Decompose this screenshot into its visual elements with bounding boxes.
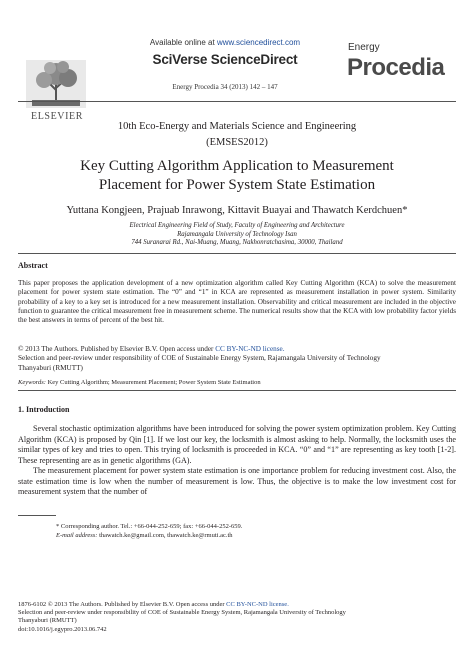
keywords-list: Key Cutting Algorithm; Measurement Placement; Power System State Estimation bbox=[45, 379, 261, 386]
affiliation-line-1: Electrical Engineering Field of Study, Faculty of Engineering and Architecture bbox=[129, 222, 345, 229]
conference-name: 10th Eco-Energy and Materials Science and Engineering bbox=[117, 121, 357, 132]
license-link[interactable]: CC BY-NC-ND license. bbox=[215, 345, 285, 353]
title-line-2: Placement for Power System State Estimation bbox=[98, 177, 376, 193]
journal-logo bbox=[344, 40, 448, 92]
email-addresses: thawatch.ke@gmail.com, thawatch.ke@rmuti.ac.th bbox=[97, 532, 233, 539]
peer-review-line-1: Selection and peer-review under responsibility of COE of Sustainable Energy System, Rajamangala University of Technology bbox=[18, 354, 381, 363]
title-line-1: Key Cutting Algorithm Application to Measurement bbox=[80, 158, 394, 174]
section-heading-introduction: 1. Introduction bbox=[18, 405, 70, 414]
peer-review-line-2: Thanyaburi (RMUTT) bbox=[18, 363, 83, 372]
footnote-rule bbox=[18, 515, 56, 516]
introduction-body bbox=[18, 424, 456, 498]
doi[interactable]: doi:10.1016/j.egypro.2013.06.742 bbox=[18, 625, 107, 633]
email-label: E-mail address: bbox=[56, 532, 98, 539]
journal-name-small: Energy bbox=[348, 42, 380, 53]
abstract-copyright bbox=[18, 345, 456, 373]
header-divider bbox=[18, 101, 456, 102]
elsevier-wordmark: ELSEVIER bbox=[30, 111, 84, 122]
bottom-review-line-2: Thanyaburi (RMUTT) bbox=[18, 617, 77, 625]
journal-name-large: Procedia bbox=[347, 54, 445, 81]
sciencedirect-link[interactable]: www.sciencedirect.com bbox=[216, 38, 301, 47]
keywords bbox=[18, 379, 456, 386]
copyright-text: © 2013 The Authors. Published by Elsevier B.V. Open access under bbox=[18, 345, 216, 353]
copyright-line bbox=[18, 345, 456, 354]
abstract-top-rule bbox=[18, 253, 456, 254]
footnote-email bbox=[56, 532, 456, 541]
author-list: Yuttana Kongjeen, Prajuab Inrawong, Kittavit Buayai and Thawatch Kerdchuen* bbox=[66, 205, 408, 216]
abstract-text: This paper proposes the application development of a new optimization algorithm called Key Cutting Algorithm (KCA) to solve the measurement placement for power system state estimation. The “0” and “1” in KCA are represented as measurement installation in power system. Similarity probability of a key to a key set is introduced for a new measurement installation. Observability and critical measurement are included in the objective function to guarantee the critical measurement free in measurement scheme. The numerical results show that the KCA with low probability factor yields the best answers in terms of percent of the best hit. bbox=[18, 279, 456, 325]
paragraph: Several stochastic optimization algorithms have been introduced for solving the power system optimization problem. Key Cutting Algorithm (KCA) is proposed by Qin [1]. If we lost our key, the locksmith is almost asking to help. Normally, the locksmith uses the similar types of key and tries to open. This trying of locksmith is proceeded in KCA. “0” and “1” are representing as key tooth [1-2]. These representing are as in genetic algorithms (GA). bbox=[18, 424, 456, 465]
affiliation-line-2: Rajamangala University of Technology Isan bbox=[177, 230, 297, 238]
available-online-text: Available online at bbox=[149, 38, 217, 47]
available-online-line bbox=[125, 38, 325, 47]
keywords-label: Keywords: bbox=[18, 379, 46, 386]
paragraph: The measurement placement for power system state estimation is one importance problem for reducing investment cost. Also, the state estimation time is low when the number of measurement is low. Thus, the objective is to make the low investment cost for measurement system that the number of bbox=[18, 466, 456, 496]
affiliation bbox=[0, 222, 474, 248]
bottom-review-line-1: Selection and peer-review under responsibility of COE of Sustainable Energy System, Rajamangala University of Technology bbox=[18, 609, 346, 617]
abstract-bottom-rule bbox=[18, 390, 456, 391]
bottom-license-link[interactable]: CC BY-NC-ND license. bbox=[226, 601, 289, 608]
elsevier-logo bbox=[12, 30, 84, 122]
paper-title bbox=[30, 157, 444, 195]
journal-citation: Energy Procedia 34 (2013) 142 – 147 bbox=[172, 83, 278, 91]
conference-acronym: (EMSES2012) bbox=[206, 137, 268, 148]
footnote-corresponding: * Corresponding author. Tel.: +66-044-252-659; fax: +66-044-252-659. bbox=[56, 523, 243, 530]
sciverse-logo: SciVerse ScienceDirect bbox=[152, 52, 298, 67]
abstract-heading: Abstract bbox=[18, 261, 48, 270]
page-header bbox=[0, 0, 474, 122]
issn-line bbox=[18, 601, 458, 609]
affiliation-line-3: 744 Suranarai Rd., Nai-Muang, Muang, Nakhonratchasima, 30000, Thailand bbox=[131, 239, 343, 247]
issn-text: 1876-6102 © 2013 The Authors. Published by Elsevier B.V. Open access under bbox=[18, 601, 227, 608]
journal-availability bbox=[125, 38, 325, 91]
publication-info bbox=[18, 601, 458, 634]
